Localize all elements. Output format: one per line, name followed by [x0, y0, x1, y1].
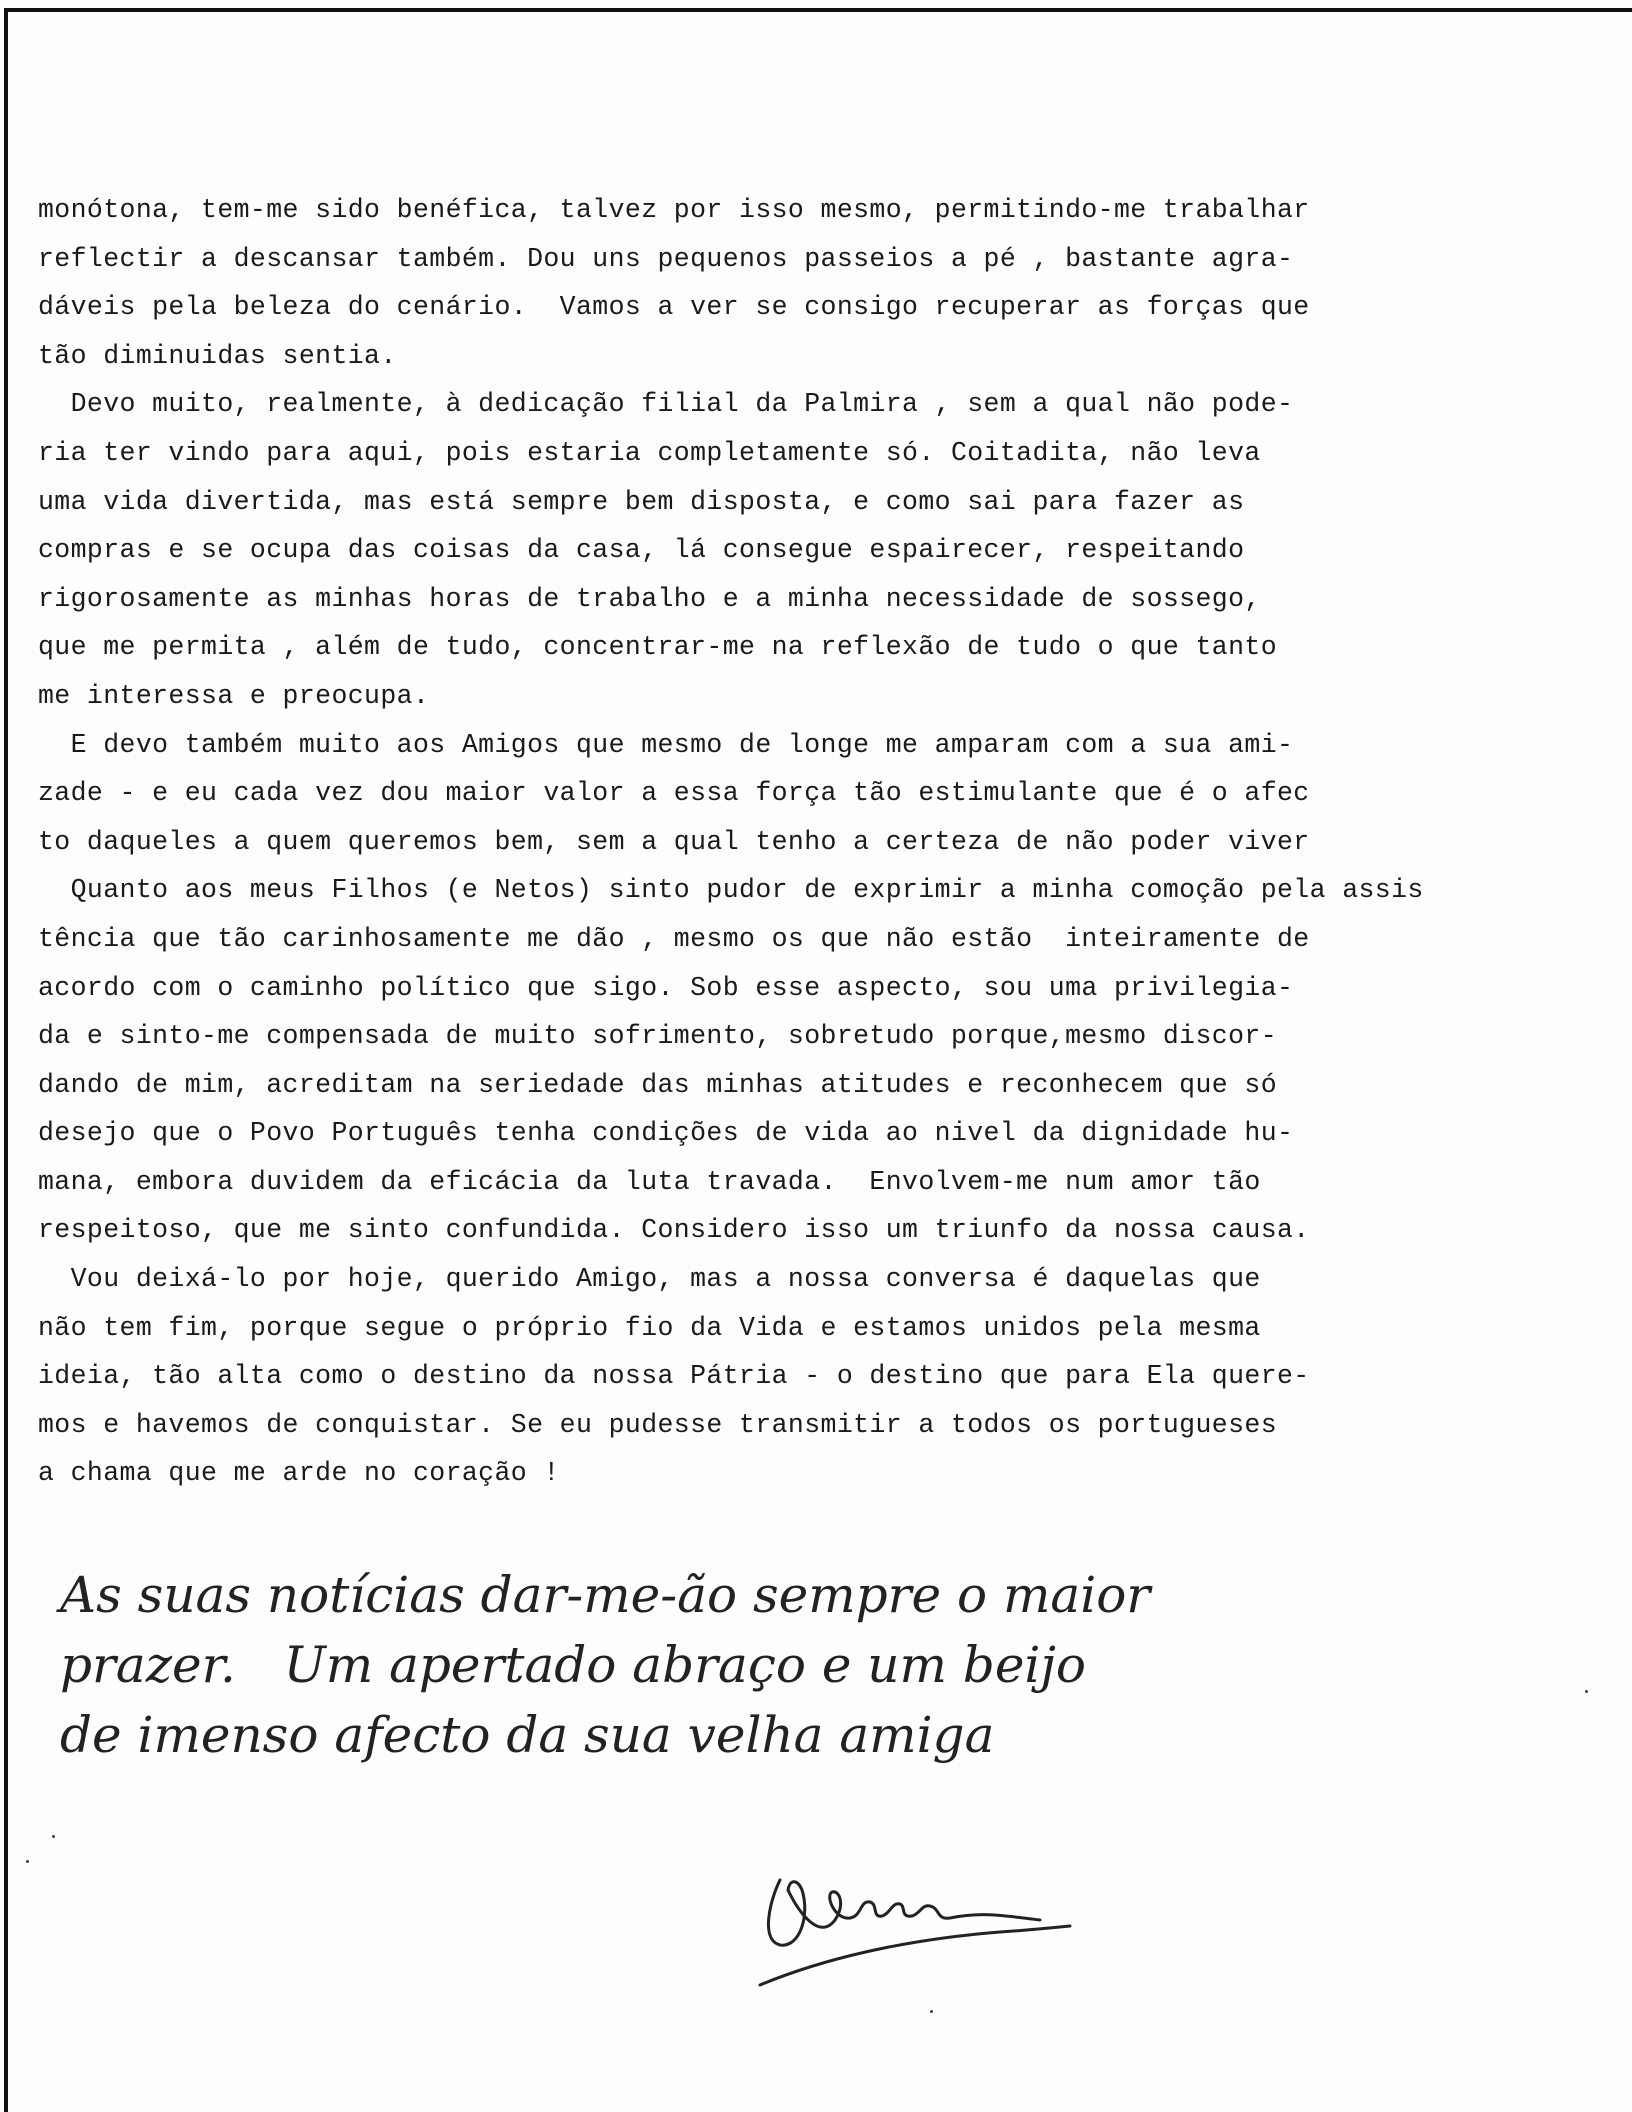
typed-line: tência que tão carinhosamente me dão , mesmo os que não estão inteiramente de [38, 923, 1310, 954]
typed-line: compras e se ocupa das coisas da casa, lá consegue espairecer, respeitando [38, 535, 1245, 566]
typed-line: zade - e eu cada vez dou maior valor a essa força tão estimulante que é o afec [38, 778, 1310, 809]
typed-line: desejo que o Povo Português tenha condições de vida ao nivel da dignidade hu- [38, 1118, 1294, 1149]
typed-line: E devo também muito aos Amigos que mesmo de longe me amparam com a sua ami- [38, 729, 1294, 760]
typed-line: que me permita , além de tudo, concentrar-me na reflexão de tudo o que tanto [38, 632, 1277, 663]
typed-line: rigorosamente as minhas horas de trabalho e a minha necessidade de sossego, [38, 583, 1261, 614]
typed-line: mana, embora duvidem da eficácia da luta travada. Envolvem-me num amor tão [38, 1166, 1261, 1197]
typed-line: dando de mim, acreditam na seriedade das minhas atitudes e reconhecem que só [38, 1069, 1277, 1100]
handwritten-line: de imenso afecto da sua velha amiga [60, 1706, 995, 1764]
typed-line: reflectir a descansar também. Dou uns pequenos passeios a pé , bastante agra- [38, 243, 1294, 274]
typed-line: monótona, tem-me sido benéfica, talvez por isso mesmo, permitindo-me trabalhar [38, 195, 1310, 225]
typed-line: respeitoso, que me sinto confundida. Considero isso um triunfo da nossa causa. [38, 1215, 1310, 1246]
scan-border-left [4, 8, 8, 2112]
typed-line: dáveis pela beleza do cenário. Vamos a ver se consigo recuperar as forças que [38, 292, 1310, 323]
typed-line: não tem fim, porque segue o próprio fio da Vida e estamos unidos pela mesma [38, 1312, 1261, 1343]
typed-line: to daqueles a quem queremos bem, sem a qual tenho a certeza de não poder viver [38, 826, 1310, 857]
typed-line: da e sinto-me compensada de muito sofrimento, sobretudo porque,mesmo discor- [38, 1021, 1277, 1052]
signature [740, 1820, 1160, 1990]
typed-line: Quanto aos meus Filhos (e Netos) sinto pudor de exprimir a minha comoção pela assis [38, 875, 1424, 906]
typed-letter-body [38, 186, 1598, 1498]
typed-line: ria ter vindo para aqui, pois estaria completamente só. Coitadita, não leva [38, 437, 1261, 468]
scan-speck [52, 1835, 55, 1838]
handwritten-closing [60, 1560, 1560, 1770]
scan-speck [1585, 1690, 1588, 1693]
typed-line: Vou deixá-lo por hoje, querido Amigo, mas a nossa conversa é daquelas que [38, 1264, 1261, 1295]
typed-line: tão diminuidas sentia. [38, 340, 397, 371]
typed-line: ideia, tão alta como o destino da nossa Pátria - o destino que para Ela quere- [38, 1361, 1310, 1392]
typed-line: me interessa e preocupa. [38, 680, 430, 711]
scan-speck [930, 2010, 933, 2013]
scan-border-top [6, 8, 1632, 12]
scan-speck [26, 1860, 29, 1863]
typed-line: mos e havemos de conquistar. Se eu pudesse transmitir a todos os portugueses [38, 1409, 1277, 1440]
typed-line: Devo muito, realmente, à dedicação filial da Palmira , sem a qual não pode- [38, 389, 1294, 420]
typed-line: acordo com o caminho político que sigo. Sob esse aspecto, sou uma privilegia- [38, 972, 1294, 1003]
typed-line: uma vida divertida, mas está sempre bem disposta, e como sai para fazer as [38, 486, 1245, 517]
typed-line: a chama que me arde no coração ! [38, 1458, 560, 1489]
handwritten-line: As suas notícias dar-me-ão sempre o maior [60, 1566, 1151, 1624]
handwritten-line: prazer. Um apertado abraço e um beijo [60, 1636, 1087, 1694]
